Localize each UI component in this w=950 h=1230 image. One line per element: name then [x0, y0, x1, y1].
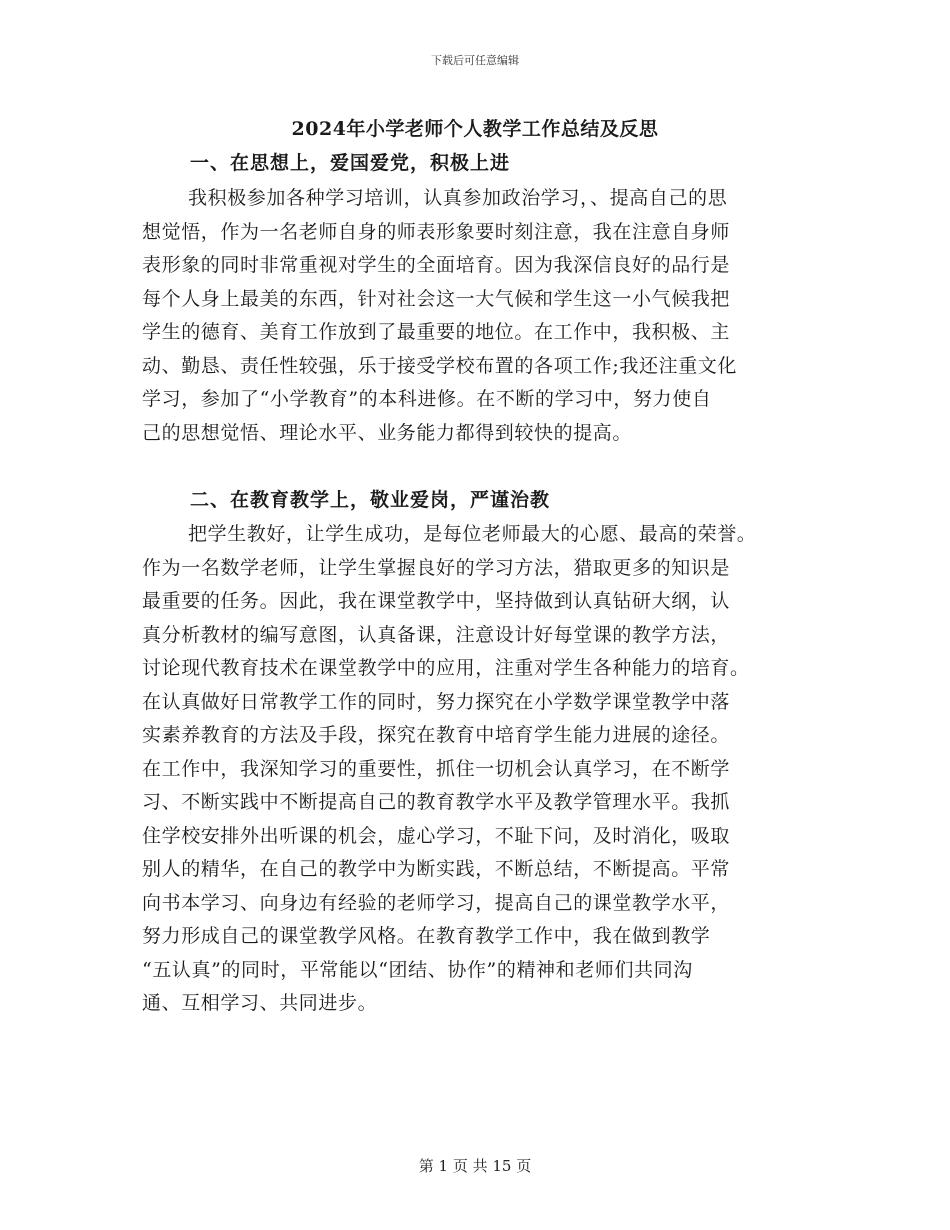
- text-line: 住学校安排外出听课的机会，虚心学习，不耻下问，及时消化，吸取: [142, 824, 731, 847]
- text-line: 我积极参加各种学习培训，认真参加政治学习，、提高自己的思: [188, 187, 728, 209]
- section-heading-1: 一、在思想上，爱国爱党，积极上进: [190, 152, 511, 174]
- text-line: 每个人身上最美的东西，针对社会这一大气候和学生这一小气候我把: [142, 287, 731, 310]
- text-line: 讨论现代教育技术在课堂教学中的应用，注重对学生各种能力的培育。: [142, 657, 750, 679]
- text-line: 习、不断实践中不断提高自己的教育教学水平及教学管理水平。我抓: [142, 791, 731, 813]
- text-line: 作为一名数学老师，让学生掌握良好的学习方法，猎取更多的知识是: [142, 556, 731, 579]
- text-line: 别人的精华，在自己的教学中为断实践，不断总结，不断提高。平常: [142, 858, 731, 880]
- text-line: 最重要的任务。因此，我在课堂教学中，坚持做到认真钻研大纲，认: [142, 590, 731, 612]
- text-line: 想觉悟，作为一名老师自身的师表形象要时刻注意，我在注意自身师: [142, 220, 731, 243]
- text-line: 在工作中，我深知学习的重要性，抓住一切机会认真学习，在不断学: [142, 757, 731, 780]
- text-line: 向书本学习、向身边有经验的老师学习，提高自己的课堂教学水平，: [142, 891, 731, 914]
- text-line: “五认真”的同时，平常能以“团结、协作”的精神和老师们共同沟: [142, 958, 693, 981]
- text-line: 通、互相学习、共同进步。: [142, 992, 378, 1014]
- text-line: 学生的德育、美育工作放到了最重要的地位。在工作中，我积极、主: [142, 321, 731, 343]
- page-footer: 第 1 页 共 15 页: [418, 1157, 532, 1175]
- text-line: 表形象的同时非常重视对学生的全面培育。因为我深信良好的品行是: [142, 254, 731, 276]
- section-heading-2: 二、在教育教学上，敬业爱岗，严谨治教: [190, 489, 551, 511]
- text-line: 把学生教好，让学生成功，是每位老师最大的心愿、最高的荣誉。: [188, 523, 757, 545]
- text-line: 学习，参加了“小学教育”的本科进修。在不断的学习中，努力使自: [142, 388, 712, 410]
- header-note: 下载后可任意编辑: [431, 54, 519, 67]
- text-line: 在认真做好日常教学工作的同时，努力探究在小学数学课堂教学中落: [142, 690, 731, 713]
- text-line: 努力形成自己的课堂教学风格。在教育教学工作中，我在做到教学: [142, 925, 711, 947]
- text-line: 己的思想觉悟、理论水平、业务能力都得到较快的提高。: [142, 421, 633, 444]
- text-line: 实素养教育的方法及手段，探究在教育中培育学生能力进展的途径。: [142, 724, 731, 746]
- section-2-paragraph: [142, 518, 822, 1021]
- document-title: 2024年小学老师个人教学工作总结及反思: [291, 118, 659, 140]
- section-1-paragraph: [142, 182, 822, 450]
- text-line: 动、勤恳、责任性较强，乐于接受学校布置的各项工作;我还注重文化: [142, 354, 738, 377]
- text-line: 真分析教材的编写意图，认真备课，注意设计好每堂课的教学方法，: [142, 623, 731, 646]
